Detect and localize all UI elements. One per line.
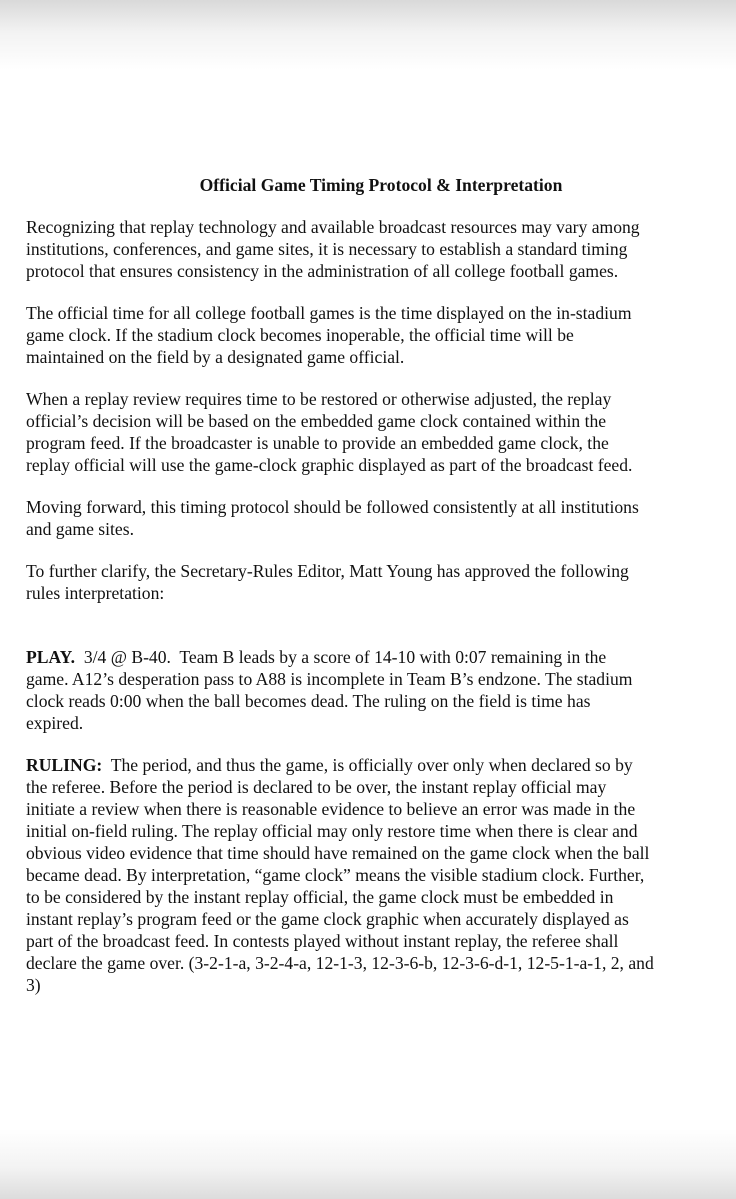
paragraph-line: declare the game over. (3-2-1-a, 3-2-4-a, 12-1-3, 12-3-6-b, 12-3-6-d-1, 12-5-1-a-1, 2, and — [26, 953, 654, 973]
paragraph-line — [26, 754, 736, 776]
paragraph-line: game clock. If the stadium clock becomes inoperable, the official time will be — [26, 325, 574, 345]
paragraph-line: official’s decision will be based on the embedded game clock contained within the — [26, 411, 607, 431]
clarify-paragraph — [26, 560, 736, 604]
document-title: Official Game Timing Protocol & Interpretation — [199, 175, 563, 195]
paragraph-line: To further clarify, the Secretary-Rules Editor, Matt Young has approved the following — [26, 561, 629, 581]
paragraph-line: initial on-field ruling. The replay official may only restore time when there is clear and — [26, 821, 638, 841]
play-paragraph — [26, 646, 736, 734]
play-first-line: 3/4 @ B-40. Team B leads by a score of 14-10 with 0:07 remaining in the — [75, 647, 607, 667]
intro-paragraph — [26, 216, 736, 282]
paragraph-line: institutions, conferences, and game sites, it is necessary to establish a standard timing — [26, 239, 628, 259]
paragraph-line: game. A12’s desperation pass to A88 is incomplete in Team B’s endzone. The stadium — [26, 669, 633, 689]
ruling-label: RULING: — [26, 755, 103, 775]
paragraph-line: instant replay’s program feed or the game clock graphic when accurately displayed as — [26, 909, 629, 929]
bottom-shadow — [0, 1129, 736, 1199]
paragraph-line: obvious video evidence that time should have remained on the game clock when the ball — [26, 843, 650, 863]
paragraph-line: protocol that ensures consistency in the administration of all college football games. — [26, 261, 619, 281]
paragraph-line: rules interpretation: — [26, 583, 165, 603]
paragraph-line: program feed. If the broadcaster is unable to provide an embedded game clock, the — [26, 433, 609, 453]
paragraph-line: 3) — [26, 975, 41, 995]
moving-forward-paragraph — [26, 496, 736, 540]
paragraph-line: The official time for all college football games is the time displayed on the in-stadium — [26, 303, 632, 323]
paragraph-line: part of the broadcast feed. In contests played without instant replay, the referee shall — [26, 931, 619, 951]
paragraph-line: and game sites. — [26, 519, 134, 539]
paragraph-line — [26, 646, 736, 668]
document-body — [26, 174, 736, 1016]
paragraph-line: Recognizing that replay technology and available broadcast resources may vary among — [26, 217, 640, 237]
paragraph-line: to be considered by the instant replay official, the game clock must be embedded in — [26, 887, 614, 907]
paragraph-line: became dead. By interpretation, “game clock” means the visible stadium clock. Further, — [26, 865, 645, 885]
ruling-first-line: The period, and thus the game, is officially over only when declared so by — [102, 755, 633, 775]
paragraph-line: clock reads 0:00 when the ball becomes dead. The ruling on the field is time has — [26, 691, 591, 711]
ruling-paragraph — [26, 754, 736, 996]
paragraph-line: initiate a review when there is reasonable evidence to believe an error was made in the — [26, 799, 636, 819]
top-shadow — [0, 0, 736, 70]
paragraph-line: maintained on the field by a designated game official. — [26, 347, 405, 367]
official-time-paragraph — [26, 302, 736, 368]
play-label: PLAY. — [26, 647, 76, 667]
paragraph-line: replay official will use the game-clock graphic displayed as part of the broadcast feed. — [26, 455, 633, 475]
replay-review-paragraph — [26, 388, 736, 476]
paragraph-line: expired. — [26, 713, 84, 733]
paragraph-line: When a replay review requires time to be restored or otherwise adjusted, the replay — [26, 389, 612, 409]
paragraph-line: the referee. Before the period is declared to be over, the instant replay official may — [26, 777, 607, 797]
paragraph-line: Moving forward, this timing protocol should be followed consistently at all institutions — [26, 497, 639, 517]
